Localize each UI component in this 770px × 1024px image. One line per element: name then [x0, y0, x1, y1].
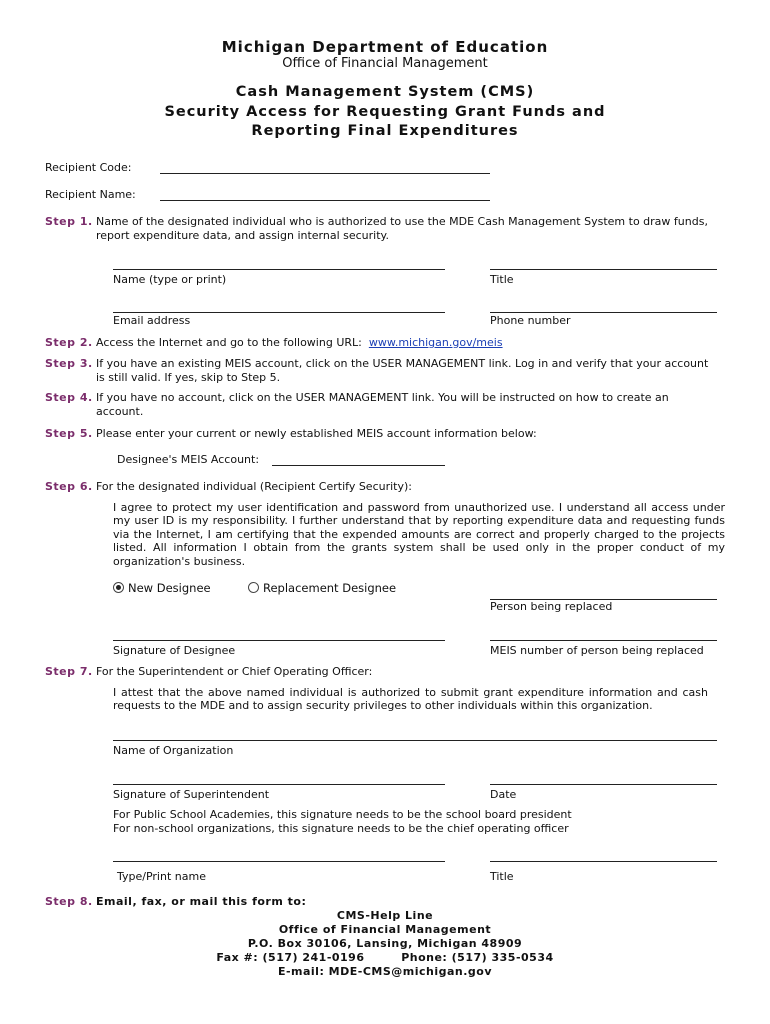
form-subtitle-line1: Security Access for Requesting Grant Funds and — [164, 104, 606, 120]
print-name-label: Type/Print name — [117, 870, 206, 883]
designee-phone-field[interactable] — [490, 312, 717, 313]
step6-text: For the designated individual (Recipient Certify Security): — [96, 480, 412, 493]
step7-attestation-paragraph: I attest that the above named individual is authorized to submit grant expenditure information and cash requests to the MDE and to assign security privileges to other individuals within this organization. — [113, 686, 708, 713]
form-subtitle-line2: Reporting Final Expenditures — [251, 123, 519, 139]
step3-text-line2: is still valid. If yes, skip to Step 5. — [96, 371, 281, 384]
radio-unselected-icon — [248, 582, 259, 593]
designee-signature-field[interactable] — [113, 640, 445, 641]
superintendent-signature-field[interactable] — [113, 784, 445, 785]
step4-text-line1: If you have no account, click on the USER MANAGEMENT link. You will be instructed on how to create an — [96, 391, 669, 404]
meis-account-label: Designee's MEIS Account: — [117, 453, 260, 466]
designee-email-label: Email address — [113, 314, 191, 327]
superintendent-title-label: Title — [490, 870, 514, 883]
designee-phone-label: Phone number — [490, 314, 571, 327]
designee-title-field[interactable] — [490, 269, 717, 270]
radio-selected-icon — [113, 582, 124, 593]
psa-signature-note: For Public School Academies, this signature needs to be the school board president — [113, 808, 572, 821]
recipient-code-label: Recipient Code: — [45, 161, 132, 174]
designee-signature-label: Signature of Designee — [113, 644, 236, 657]
person-replaced-label: Person being replaced — [490, 600, 613, 613]
replacement-designee-radio[interactable]: Replacement Designee — [248, 581, 396, 595]
step2-text — [96, 336, 503, 349]
organization-name-label: Name of Organization — [113, 744, 234, 757]
system-title: Cash Management System (CMS) — [235, 84, 535, 100]
new-designee-radio[interactable]: New Designee — [113, 581, 211, 595]
step6-certification-paragraph: I agree to protect my user identification and password from unauthorized use. I understand all access under my user ID is my responsibility. I further understand that by reporting expenditure data and requesting funds via the Internet, I am certifying that the expended amounts are correct and properly charged to the projects listed. All information I obtain from the grants system shall be used only in the proper conduct of my organization's business. — [113, 501, 725, 568]
non-school-signature-note: For non-school organizations, this signature needs to be the chief operating officer — [113, 822, 569, 835]
step4-text-line2: account. — [96, 405, 144, 418]
helpline-address: P.O. Box 30106, Lansing, Michigan 48909 — [247, 937, 523, 950]
date-label: Date — [490, 788, 517, 801]
meis-replaced-field[interactable] — [490, 640, 717, 641]
step1-label: Step 1. — [45, 215, 93, 228]
superintendent-signature-label: Signature of Superintendent — [113, 788, 270, 801]
step1-text-line1: Name of the designated individual who is authorized to use the MDE Cash Management System to draw funds, — [96, 215, 708, 228]
helpline-fax: Fax #: (517) 241-0196 — [216, 951, 365, 964]
designee-name-field[interactable] — [113, 269, 445, 270]
step2-label: Step 2. — [45, 336, 93, 349]
organization-name-field[interactable] — [113, 740, 717, 741]
meis-account-field[interactable] — [272, 465, 445, 466]
step5-label: Step 5. — [45, 427, 93, 440]
recipient-name-field[interactable] — [160, 200, 490, 201]
date-field[interactable] — [490, 784, 717, 785]
step8-label: Step 8. — [45, 895, 93, 908]
designee-title-label: Title — [490, 273, 514, 286]
step1-text-line2: report expenditure data, and assign internal security. — [96, 229, 389, 242]
helpline-office: Office of Financial Management — [278, 923, 492, 936]
department-title: Michigan Department of Education — [221, 38, 549, 56]
recipient-name-label: Recipient Name: — [45, 188, 136, 201]
helpline-name: CMS-Help Line — [336, 909, 434, 922]
meis-url-link[interactable]: www.michigan.gov/meis — [368, 336, 503, 349]
recipient-code-field[interactable] — [160, 173, 490, 174]
office-title: Office of Financial Management — [282, 56, 488, 71]
step8-text: Email, fax, or mail this form to: — [96, 895, 307, 908]
step5-text: Please enter your current or newly established MEIS account information below: — [96, 427, 537, 440]
step7-label: Step 7. — [45, 665, 93, 678]
step4-label: Step 4. — [45, 391, 93, 404]
step6-label: Step 6. — [45, 480, 93, 493]
helpline-phone: Phone: (517) 335-0534 — [401, 951, 554, 964]
designee-email-field[interactable] — [113, 312, 445, 313]
helpline-contact — [0, 951, 770, 964]
step3-label: Step 3. — [45, 357, 93, 370]
helpline-email[interactable]: E-mail: MDE-CMS@michigan.gov — [277, 965, 493, 978]
step2-instruction: Access the Internet and go to the following URL: — [96, 336, 362, 349]
meis-replaced-label: MEIS number of person being replaced — [490, 644, 704, 657]
superintendent-title-field[interactable] — [490, 861, 717, 862]
designee-name-label: Name (type or print) — [113, 273, 227, 286]
print-name-field[interactable] — [113, 861, 445, 862]
step7-text: For the Superintendent or Chief Operating Officer: — [96, 665, 373, 678]
step3-text-line1: If you have an existing MEIS account, click on the USER MANAGEMENT link. Log in and verify that your account — [96, 357, 709, 370]
